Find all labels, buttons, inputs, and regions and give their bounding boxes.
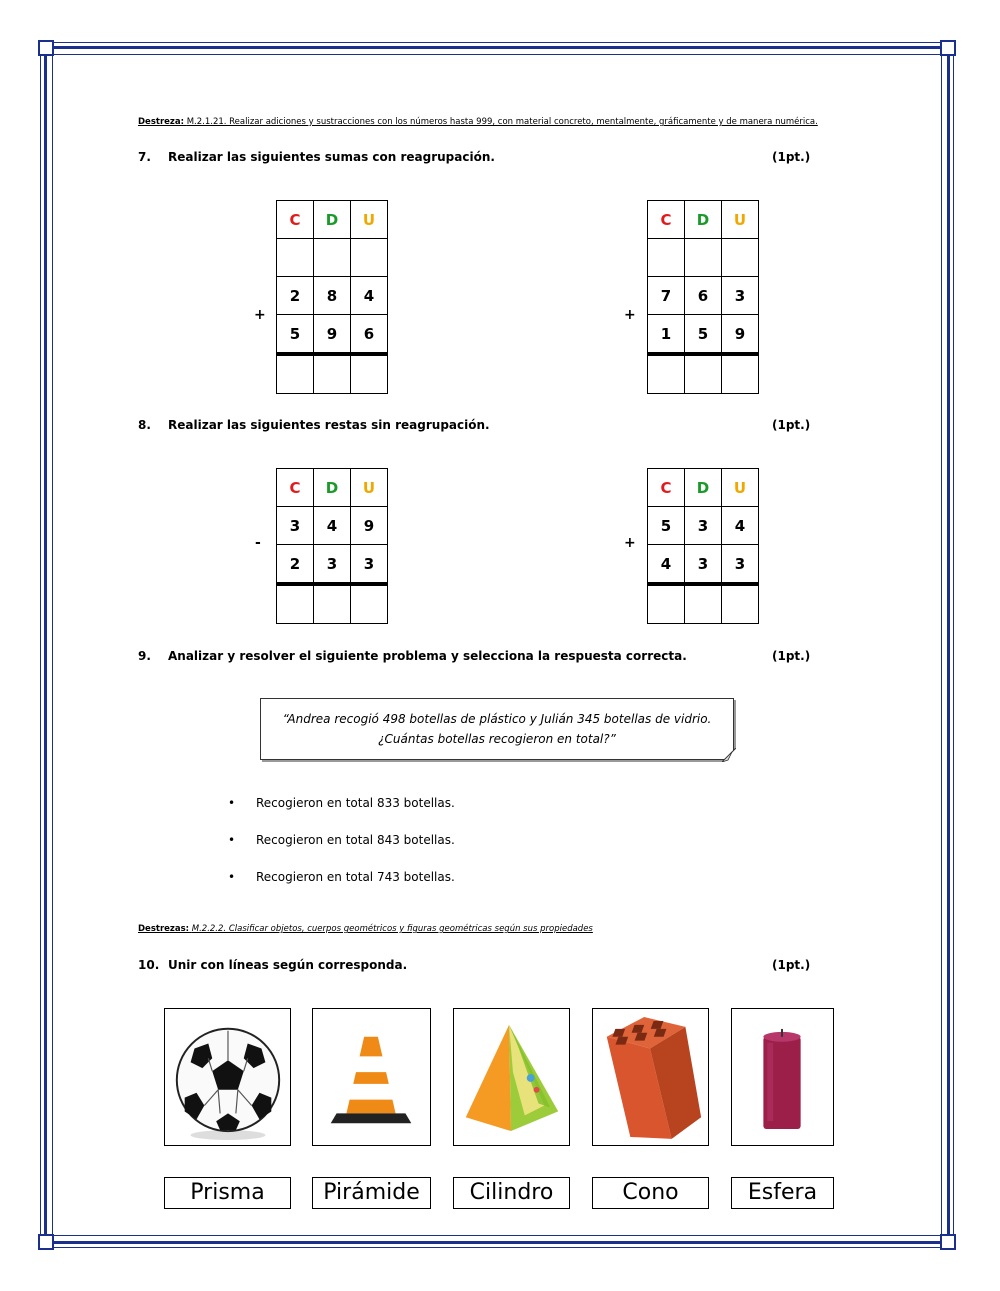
question-8	[138, 418, 490, 432]
digit-cell: 6	[685, 277, 722, 315]
skill-text: M.2.1.21. Realizar adiciones y sustracciones con los números hasta 999, con material concreto, mentalmente, gráficamente y de manera numérica.	[186, 117, 818, 127]
soccer-ball-icon	[165, 1009, 290, 1145]
header-unidades: U	[351, 469, 388, 507]
option-text: Recogieron en total 833 botellas.	[256, 796, 455, 810]
digit-cell: 7	[648, 277, 685, 315]
digit-cell: 4	[648, 545, 685, 585]
header-decenas: D	[685, 201, 722, 239]
place-value-grid	[276, 468, 388, 624]
question-text: Realizar las siguientes sumas con reagrupación.	[168, 150, 495, 164]
question-number: 7.	[138, 150, 151, 164]
corner-ornament	[38, 1234, 54, 1250]
operator-sign: +	[624, 535, 636, 551]
shape-label[interactable]: Cilindro	[453, 1177, 570, 1209]
carry-cell[interactable]	[685, 239, 722, 277]
option-text: Recogieron en total 843 botellas.	[256, 833, 455, 847]
digit-cell: 3	[722, 277, 759, 315]
answer-cell[interactable]	[685, 354, 722, 394]
answer-cell[interactable]	[648, 584, 685, 624]
option-text: Recogieron en total 743 botellas.	[256, 870, 455, 884]
answer-cell[interactable]	[314, 584, 351, 624]
question-points: (1pt.)	[772, 958, 811, 972]
operator-sign: +	[254, 307, 266, 323]
image-card[interactable]	[312, 1008, 431, 1146]
digit-cell: 8	[314, 277, 351, 315]
operator-sign: -	[255, 535, 261, 551]
digit-cell: 5	[277, 315, 314, 355]
answer-cell[interactable]	[722, 584, 759, 624]
image-card[interactable]	[592, 1008, 709, 1146]
skill-label: Destrezas:	[138, 924, 190, 934]
digit-cell: 4	[722, 507, 759, 545]
digit-cell: 2	[277, 277, 314, 315]
question-points: (1pt.)	[772, 649, 811, 663]
answer-cell[interactable]	[277, 354, 314, 394]
digit-cell: 3	[314, 545, 351, 585]
bullet-icon: •	[228, 870, 236, 884]
shape-label[interactable]: Cono	[592, 1177, 709, 1209]
question-points: (1pt.)	[772, 418, 811, 432]
header-unidades: U	[722, 469, 759, 507]
question-text: Unir con líneas según corresponda.	[168, 958, 408, 972]
place-value-grid	[276, 200, 388, 394]
question-points: (1pt.)	[772, 150, 811, 164]
answer-cell[interactable]	[351, 354, 388, 394]
digit-cell: 4	[351, 277, 388, 315]
image-card[interactable]	[731, 1008, 834, 1146]
header-centenas: C	[277, 201, 314, 239]
carry-cell[interactable]	[314, 239, 351, 277]
digit-cell: 3	[722, 545, 759, 585]
traffic-cone-icon	[313, 1009, 430, 1145]
question-number: 9.	[138, 649, 151, 663]
header-decenas: D	[314, 469, 351, 507]
answer-option[interactable]	[228, 833, 455, 870]
answer-option[interactable]	[228, 870, 455, 907]
digit-cell: 9	[351, 507, 388, 545]
question-text: Realizar las siguientes restas sin reagrupación.	[168, 418, 490, 432]
header-decenas: D	[685, 469, 722, 507]
image-card[interactable]	[453, 1008, 570, 1146]
carry-cell[interactable]	[351, 239, 388, 277]
question-text: Analizar y resolver el siguiente problema y selecciona la respuesta correcta.	[168, 649, 687, 663]
answer-option[interactable]	[228, 796, 455, 833]
carry-cell[interactable]	[648, 239, 685, 277]
skill-statement	[138, 117, 818, 127]
answer-cell[interactable]	[277, 584, 314, 624]
header-centenas: C	[648, 469, 685, 507]
question-number: 8.	[138, 418, 151, 432]
problem-line: ¿Cuántas botellas recogieron en total?”	[378, 732, 616, 746]
digit-cell: 5	[648, 507, 685, 545]
digit-cell: 3	[277, 507, 314, 545]
digit-cell: 4	[314, 507, 351, 545]
header-centenas: C	[648, 201, 685, 239]
shape-label[interactable]: Pirámide	[312, 1177, 431, 1209]
skill-statement	[138, 924, 593, 934]
answer-cell[interactable]	[685, 584, 722, 624]
corner-ornament	[940, 1234, 956, 1250]
carry-cell[interactable]	[277, 239, 314, 277]
carry-cell[interactable]	[722, 239, 759, 277]
question-10	[138, 958, 407, 972]
answer-cell[interactable]	[351, 584, 388, 624]
answer-cell[interactable]	[314, 354, 351, 394]
question-9	[138, 649, 687, 663]
question-number: 10.	[138, 958, 160, 972]
digit-cell: 9	[314, 315, 351, 355]
header-unidades: U	[722, 201, 759, 239]
pyramid-tent-icon	[454, 1009, 569, 1145]
corner-ornament	[940, 40, 956, 56]
problem-statement	[260, 698, 734, 760]
corner-ornament	[38, 40, 54, 56]
brick-icon	[593, 1009, 708, 1145]
header-unidades: U	[351, 201, 388, 239]
digit-cell: 1	[648, 315, 685, 355]
header-centenas: C	[277, 469, 314, 507]
digit-cell: 9	[722, 315, 759, 355]
operator-sign: +	[624, 307, 636, 323]
skill-text: M.2.2.2. Clasificar objetos, cuerpos geométricos y figuras geométricas según sus propiedades	[191, 924, 593, 934]
answer-cell[interactable]	[722, 354, 759, 394]
answer-options	[228, 796, 455, 907]
shape-label[interactable]: Prisma	[164, 1177, 291, 1209]
problem-line: “Andrea recogió 498 botellas de plástico y Julián 345 botellas de vidrio.	[282, 712, 712, 726]
bullet-icon: •	[228, 796, 236, 810]
digit-cell: 3	[685, 507, 722, 545]
digit-cell: 6	[351, 315, 388, 355]
digit-cell: 5	[685, 315, 722, 355]
place-value-grid	[647, 468, 759, 624]
question-7	[138, 150, 495, 164]
digit-cell: 3	[351, 545, 388, 585]
place-value-grid	[647, 200, 759, 394]
answer-cell[interactable]	[648, 354, 685, 394]
bullet-icon: •	[228, 833, 236, 847]
page-fold-icon	[722, 748, 736, 762]
candle-icon	[732, 1009, 833, 1145]
shape-label[interactable]: Esfera	[731, 1177, 834, 1209]
digit-cell: 2	[277, 545, 314, 585]
image-card[interactable]	[164, 1008, 291, 1146]
digit-cell: 3	[685, 545, 722, 585]
skill-label: Destreza:	[138, 117, 184, 127]
header-decenas: D	[314, 201, 351, 239]
